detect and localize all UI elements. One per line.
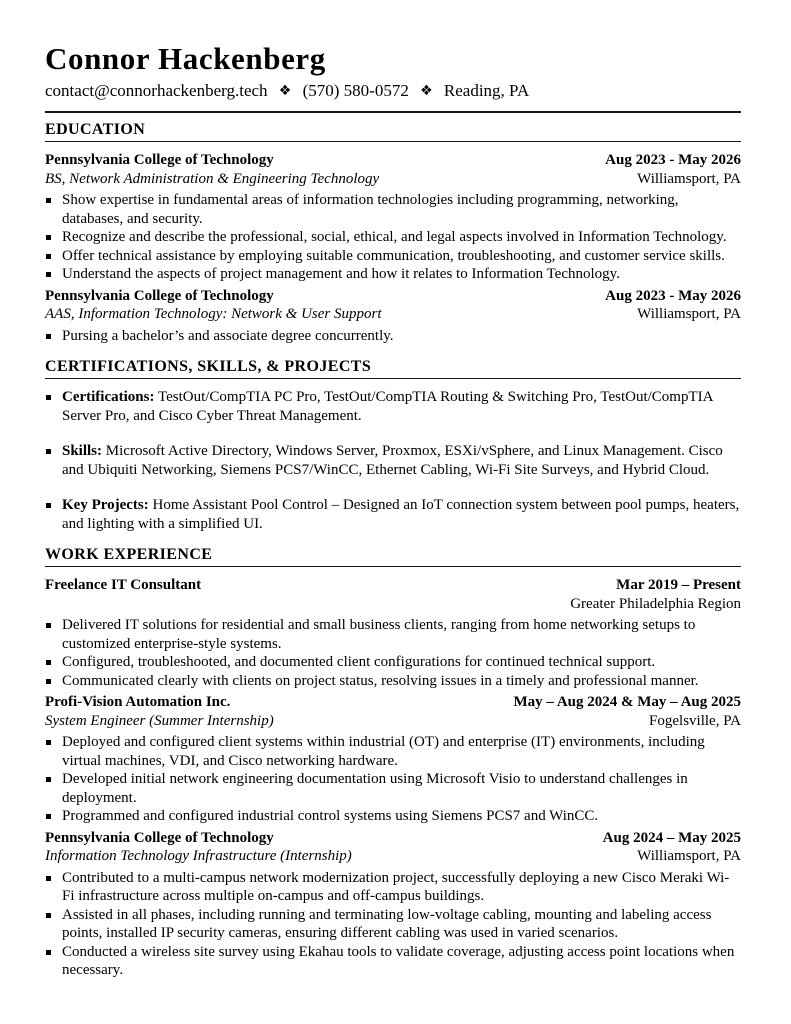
entry-subheading-row bbox=[45, 712, 741, 731]
contact-email: contact@connorhackenberg.tech bbox=[45, 81, 268, 100]
section-title-work-experience: WORK EXPERIENCE bbox=[45, 546, 213, 563]
bullet-item: Pursing a bachelor’s and associate degree concurrently. bbox=[45, 327, 741, 346]
entry-heading-row bbox=[45, 287, 741, 306]
bullet-item: Configured, troubleshooted, and documented client configurations for continued technical support. bbox=[45, 653, 741, 672]
bullet-item: Deployed and configured client systems within industrial (OT) and enterprise (IT) environments, including virtual machines, VDI, and Cisco networking hardware. bbox=[45, 733, 741, 770]
section-work-experience bbox=[45, 546, 741, 980]
header-divider bbox=[45, 111, 741, 113]
contact-location: Reading, PA bbox=[443, 81, 530, 100]
job-title: Freelance IT Consultant bbox=[45, 577, 202, 593]
skills-bullet-list bbox=[45, 388, 741, 533]
bullet-item: Programmed and configured industrial control systems using Siemens PCS7 and WinCC. bbox=[45, 807, 741, 826]
work-entry bbox=[45, 576, 741, 690]
bullet-item: Understand the aspects of project management and how it relates to Information Technology. bbox=[45, 265, 741, 284]
entry-location: Fogelsville, PA bbox=[649, 712, 741, 729]
entry-bullet-list bbox=[45, 327, 741, 346]
bullet-item: Developed initial network engineering documentation using Microsoft Visio to understand challenges in deployment. bbox=[45, 770, 741, 807]
entry-dates: Aug 2023 - May 2026 bbox=[605, 287, 741, 304]
entry-subheading-row bbox=[45, 847, 741, 866]
bullet-item: Conducted a wireless site survey using Ekahau tools to validate coverage, adjusting access point locations when necessary. bbox=[45, 943, 741, 980]
resume-header bbox=[45, 42, 741, 102]
work-entry bbox=[45, 693, 741, 826]
bullet-item: Show expertise in fundamental areas of information technologies including programming, networking, databases, and security. bbox=[45, 191, 741, 228]
bullet-item bbox=[45, 496, 741, 533]
bullet-item: Contributed to a multi-campus network modernization project, successfully deploying a new Cisco Meraki Wi-Fi infrastructure across multiple on-campus and off-campus buildings. bbox=[45, 869, 741, 906]
education-entry bbox=[45, 287, 741, 346]
section-skills bbox=[45, 358, 741, 533]
school-name: Pennsylvania College of Technology bbox=[45, 152, 274, 168]
entry-heading-row bbox=[45, 693, 741, 712]
entry-location: Williamsport, PA bbox=[637, 848, 741, 864]
company-name: Profi-Vision Automation Inc. bbox=[45, 694, 231, 710]
entry-bullet-list bbox=[45, 616, 741, 690]
section-title-education: EDUCATION bbox=[45, 121, 146, 138]
entry-dates: Aug 2023 - May 2026 bbox=[605, 152, 741, 168]
bullet-item: Assisted in all phases, including running and terminating low-voltage cabling, mounting and labeling access points, installed IP security cameras, ensuring different cabling was used in varied scenarios. bbox=[45, 906, 741, 943]
bullet-text: Microsoft Active Directory, Windows Server, Proxmox, ESXi/vSphere, and Linux Management. Cisco and Ubiquiti Networking, Siemens PCS7/WinCC, Ethernet Cabling, Wi-Fi Site Surveys, and Hybrid Cloud. bbox=[62, 443, 723, 478]
section-divider bbox=[45, 378, 741, 379]
job-role: System Engineer (Summer Internship) bbox=[45, 712, 274, 729]
bullet-item bbox=[45, 442, 741, 479]
entry-heading-row bbox=[45, 829, 741, 848]
entry-location: Williamsport, PA bbox=[637, 170, 741, 187]
contact-line bbox=[45, 80, 741, 102]
diamond-separator-icon: ❖ bbox=[278, 83, 292, 99]
bullet-text: Home Assistant Pool Control – Designed an IoT connection system between pool pumps, heaters, and lighting with a simplified UI. bbox=[62, 497, 740, 532]
entry-subheading-row bbox=[45, 170, 741, 189]
diamond-separator-icon: ❖ bbox=[420, 83, 433, 99]
bullet-label: Skills: bbox=[62, 443, 103, 459]
company-name: Pennsylvania College of Technology bbox=[45, 829, 274, 846]
entry-dates: Aug 2024 – May 2025 bbox=[602, 829, 741, 846]
bullet-item: Recognize and describe the professional, social, ethical, and legal aspects involved in Information Technology. bbox=[45, 228, 741, 247]
work-entry bbox=[45, 829, 741, 980]
entry-location: Williamsport, PA bbox=[637, 306, 741, 322]
person-name: Connor Hackenberg bbox=[45, 41, 326, 76]
section-title-skills: CERTIFICATIONS, SKILLS, & PROJECTS bbox=[45, 358, 372, 375]
entry-bullet-list bbox=[45, 869, 741, 980]
bullet-text: TestOut/CompTIA PC Pro, TestOut/CompTIA Routing & Switching Pro, TestOut/CompTIA Server Pro, and Cisco Cyber Threat Management. bbox=[62, 389, 713, 424]
education-entry bbox=[45, 151, 741, 284]
contact-phone: (570) 580-0572 bbox=[302, 81, 409, 100]
entry-bullet-list bbox=[45, 191, 741, 284]
bullet-label: Certifications: bbox=[62, 389, 155, 405]
bullet-item: Delivered IT solutions for residential and small business clients, ranging from home networking setups to customized enterprise-style systems. bbox=[45, 616, 741, 653]
entry-location: Greater Philadelphia Region bbox=[570, 595, 741, 612]
degree-name: AAS, Information Technology: Network & User Support bbox=[45, 306, 382, 322]
degree-name: BS, Network Administration & Engineering Technology bbox=[45, 170, 380, 187]
section-divider bbox=[45, 141, 741, 142]
entry-dates: May – Aug 2024 & May – Aug 2025 bbox=[513, 694, 741, 710]
section-divider bbox=[45, 566, 741, 567]
entry-dates: Mar 2019 – Present bbox=[616, 577, 741, 593]
entry-heading-row bbox=[45, 576, 741, 595]
bullet-label: Key Projects: bbox=[62, 497, 149, 513]
section-education bbox=[45, 121, 741, 345]
bullet-item: Communicated clearly with clients on project status, resolving issues in a timely and professional manner. bbox=[45, 672, 741, 691]
job-role: Information Technology Infrastructure (Internship) bbox=[45, 848, 352, 864]
school-name: Pennsylvania College of Technology bbox=[45, 287, 274, 304]
entry-subheading-row bbox=[45, 305, 741, 324]
bullet-item bbox=[45, 388, 741, 425]
entry-bullet-list bbox=[45, 733, 741, 826]
entry-heading-row bbox=[45, 151, 741, 170]
bullet-item: Offer technical assistance by employing suitable communication, troubleshooting, and customer service skills. bbox=[45, 247, 741, 266]
